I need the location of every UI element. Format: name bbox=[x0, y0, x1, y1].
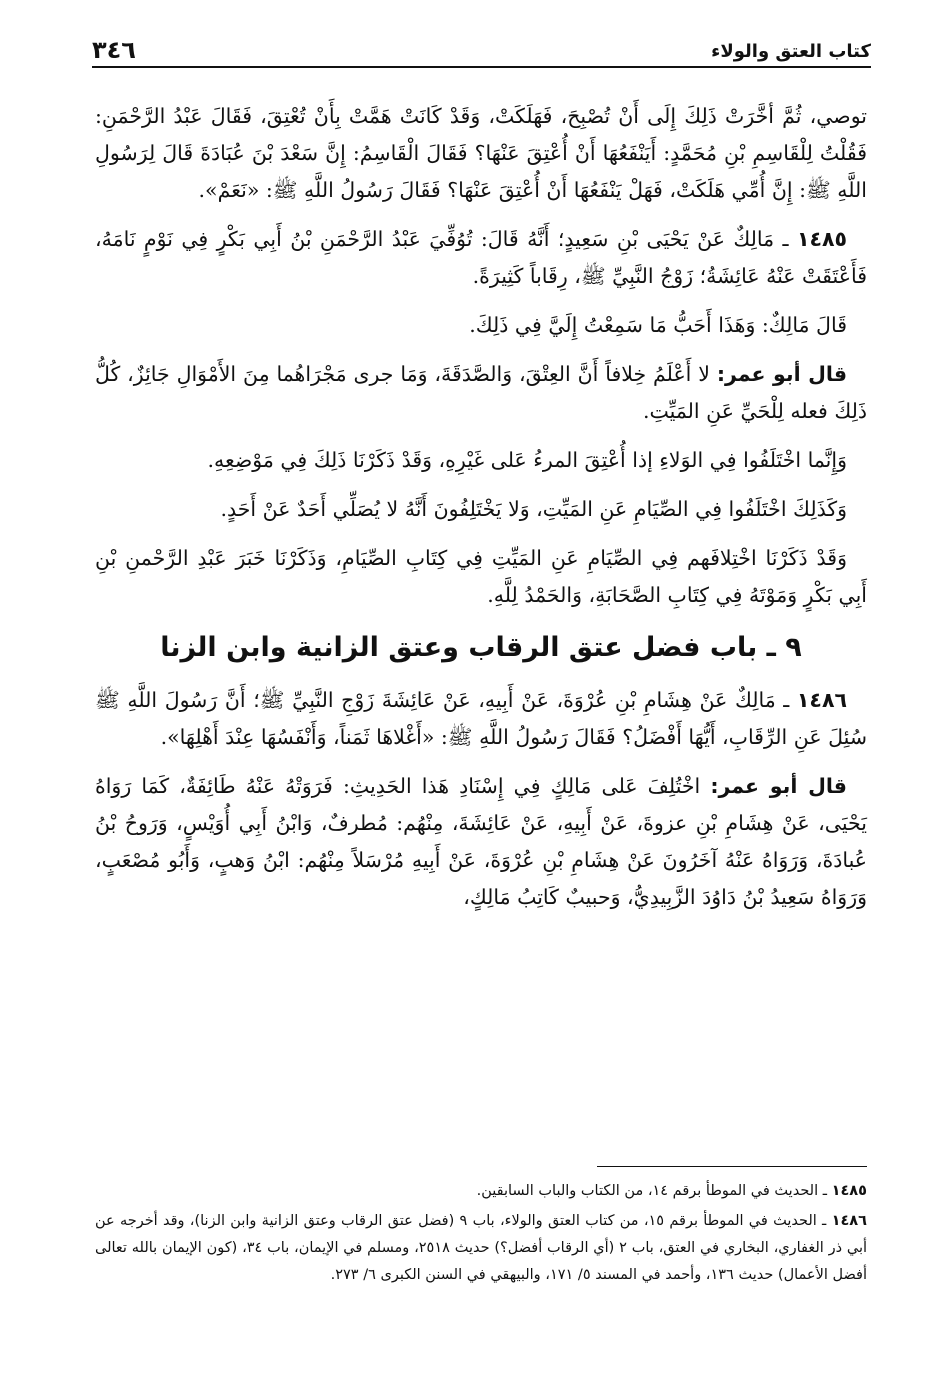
malik-comment: قَالَ مَالِكٌ: وَهَذَا أَحَبُّ مَا سَمِعْتُ إِلَيَّ فِي ذَلِكَ. bbox=[469, 313, 847, 337]
speaker-label: قال أبو عمر: bbox=[716, 362, 847, 386]
paragraph-siyam: وَكَذَلِكَ اخْتَلَفُوا فِي الصِّيَامِ عَنِ المَيِّتِ، وَلا يَخْتَلِفُونَ أَنَّهُ لا يُصَلِّي أَحَدٌ عَنْ أَحَدٍ. bbox=[220, 497, 847, 521]
abu-umar-comment-1 bbox=[95, 356, 867, 430]
hadith-text: ـ مَالِكٌ عَنْ هِشَامِ بْنِ عُرْوَةَ، عَنْ أَبِيهِ، عَنْ عَائِشَةَ زَوْجِ النَّبِيِّ ﷺ؛ أَنَّ رَسُولَ اللَّهِ ﷺ سُئِلَ عَنِ الرِّقَابِ، أَيُّهَا أَفْضَلُ؟ فَقَالَ رَسُولُ اللَّهِ ﷺ: «أَغْلاهَا ثَمَناً، وَأَنْفَسُهَا عِنْدَ أَهْلِهَا». bbox=[95, 688, 867, 749]
chapter-heading: ٩ ـ باب فضل عتق الرقاب وعتق الزانية وابن الزنا bbox=[160, 632, 802, 663]
footnote-number: ١٤٨٥ bbox=[831, 1183, 867, 1199]
running-header bbox=[92, 30, 871, 68]
hadith-1486 bbox=[95, 682, 867, 756]
hadith-text: ـ مَالِكٌ عَنْ يَحْيَى بْنِ سَعِيدٍ؛ أَنَّهُ قَالَ: تُوُفِّيَ عَبْدُ الرَّحْمَنِ بْنُ أَبِي بَكْرٍ فِي نَوْمٍ نَامَهُ، فَأَعْتَقَتْ عَنْهُ عَائِشَةُ؛ زَوْجُ النَّبِيِّ ﷺ، رِقَاباً كَثِيرَةً. bbox=[95, 227, 867, 288]
footnote-1486 bbox=[95, 1208, 867, 1289]
paragraph-continuation: توصي، ثُمَّ أخَّرَتْ ذَلِكَ إِلَى أَنْ تُصْبِحَ، فَهَلَكَتْ، وَقَدْ كَانَتْ هَمَّتْ بِأَنْ تُعْتِقَ، فَقَالَ عَبْدُ الرَّحْمَنِ: فَقُلْتُ لِلْقَاسِمِ بْنِ مُحَمَّدٍ: أَيَنْفَعُهَا أَنْ أُعْتِقَ عَنْهَا؟ فَقَالَ الْقَاسِمُ: إِنَّ سَعْدَ بْنَ عُبَادَةَ قَالَ لِرَسُولِ اللَّهِ ﷺ: إِنَّ أُمِّي هَلَكَتْ، فَهَلْ يَنْفَعُهَا أَنْ أُعْتِقَ عَنْهَا؟ فَقَالَ رَسُولُ اللَّهِ ﷺ: «نَعَمْ». bbox=[95, 104, 867, 202]
hadith-number: ١٤٨٥ bbox=[796, 227, 847, 251]
footnote-text: ـ الحديث في الموطأ برقم ١٥، من كتاب العتق والولاء، باب ٩ (فضل عتق الرقاب وعتق الزانية وابن الزنا)، وقد أخرجه عن أبي ذر الغفاري، البخاري في العتق، باب ٢ (أي الرقاب أفضل؟) حديث ٢٥١٨، ومسلم في الإيمان، باب ٣٤، (كون الإيمان بالله تعالى أفضل الأعمال) حديث ١٣٦، وأحمد في المسند ٥/ ١٧١، والبيهقي في السنن الكبرى ٦/ ٢٧٣. bbox=[95, 1213, 868, 1283]
abu-umar-comment-2 bbox=[95, 768, 867, 916]
footnote-text: ـ الحديث في الموطأ برقم ١٤، من الكتاب والباب السابقين. bbox=[476, 1183, 827, 1199]
footnote-1485 bbox=[95, 1178, 867, 1205]
book-title: كتاب العتق والولاء bbox=[711, 41, 871, 62]
hadith-1485 bbox=[95, 221, 867, 295]
footnote-divider bbox=[597, 1166, 867, 1167]
comment-text: اخْتُلِفَ عَلى مَالِكٍ فِي إِسْنَادِ هَذا الحَدِيثِ: فَرَوَتْهُ عَنْهُ طَائِفَةٌ، كَمَا رَوَاهُ يَحْيَى، عَنْ هِشَامِ بْنِ عزوةَ، عَنْ أَبِيهِ، عَنْ عَائِشَةَ، مِنْهُم: مُطرفٌ، وَابْنُ أَبِي أُوَيْسٍ، وَرَوحُ بْنُ عُبادَةَ، وَرَوَاهُ عَنْهُ آخَرُونَ عَنْ هِشَامِ بْنِ عُرْوَةَ، عَنْ أَبِيهِ مُرْسَلاً مِنْهُم: ابْنُ وَهبٍ، وَأَبُو مُصْعَبٍ، وَرَوَاهُ سَعِيدُ بْنُ دَاوُدَ الزَّبِيدِيُّ، وَحبيبٌ كَاتِبُ مَالِكٍ، bbox=[95, 774, 867, 909]
page-number: ٣٤٦ bbox=[92, 36, 136, 64]
hadith-number: ١٤٨٦ bbox=[796, 688, 847, 712]
footnote-number: ١٤٨٦ bbox=[831, 1213, 867, 1229]
paragraph-dhakarna: وَقَدْ ذَكَرْنَا اخْتِلافَهم فِي الصِّيَامِ عَنِ المَيِّتِ فِي كِتَابِ الصِّيَامِ، وَذَكَرْنَا خَبَرَ عَبْدِ الرَّحْمنِ بْنِ أَبِي بَكْرٍ وَمَوْتَهُ فِي كِتَابِ الصَّحَابَةِ، وَالحَمْدُ لِلَّهِ. bbox=[95, 546, 867, 607]
footnotes bbox=[95, 1178, 867, 1292]
speaker-label: قال أبو عمر: bbox=[710, 774, 847, 798]
main-text bbox=[95, 98, 867, 928]
comment-text: لا أَعْلَمُ خِلافاً أَنَّ العِتْقَ، وَالصَّدَقَةَ، وَمَا جرى مَجْرَاهُما مِنَ الأَمْوَالِ جَائِزٌ، كُلُّ ذَلِكَ فعله لِلْحَيِّ عَنِ المَيِّتِ. bbox=[95, 362, 867, 423]
paragraph-walaa: وَإِنَّما اخْتَلَفُوا فِي الوَلاءِ إذا أُعْتِقَ المرءُ عَلى غَيْرِهِ، وَقَدْ ذَكَرْنَا ذَلِكَ فِي مَوْضِعِهِ. bbox=[207, 448, 847, 472]
